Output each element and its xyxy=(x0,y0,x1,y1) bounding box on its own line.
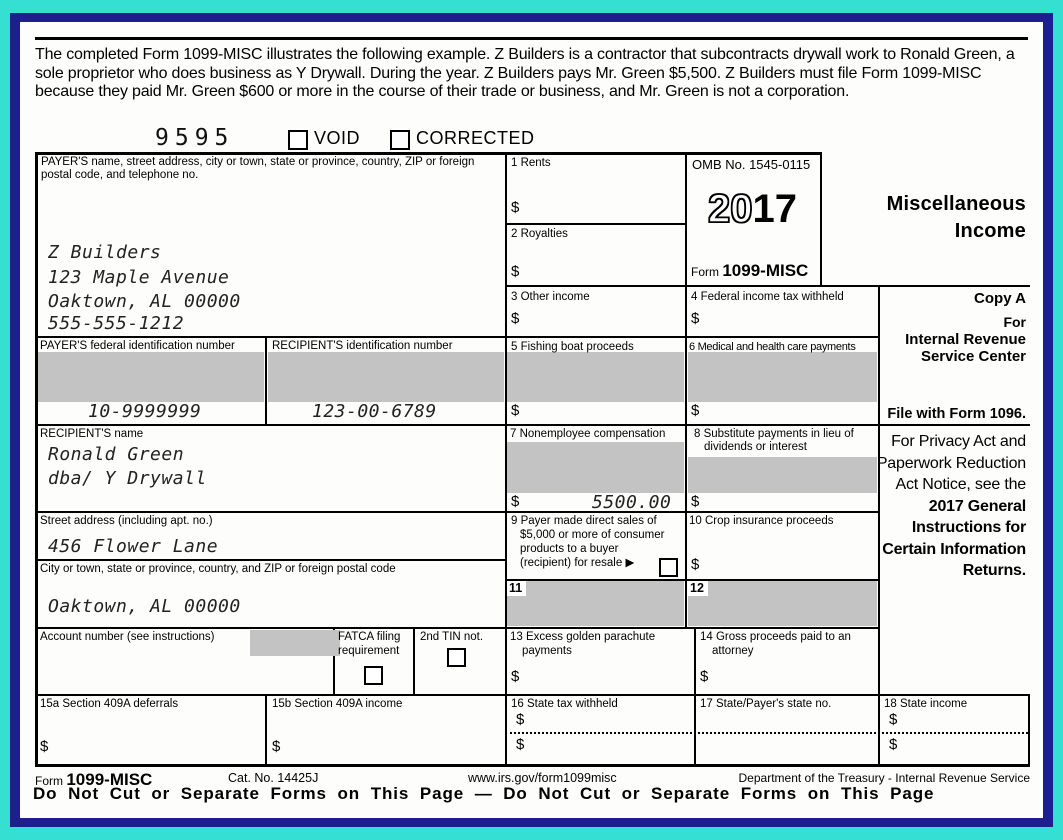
grid-line xyxy=(35,424,1030,426)
box8-label-line1: 8 Substitute payments in lieu of xyxy=(694,428,854,440)
box6-label: 6 Medical and health care payments xyxy=(689,341,856,353)
payer-street-value[interactable]: 123 Maple Avenue xyxy=(48,267,230,288)
state-row-dotted-line xyxy=(505,732,1028,734)
recipient-tin-label: RECIPIENT'S identification number xyxy=(272,340,453,352)
box5-dollar[interactable]: $ xyxy=(511,402,520,419)
grid-line xyxy=(35,559,507,561)
void-label: VOID xyxy=(314,128,361,148)
recipient-dba-value[interactable]: dba/ Y Drywall xyxy=(48,468,207,489)
box16-dollar-2[interactable]: $ xyxy=(516,736,525,753)
box7-label: 7 Nonemployee compensation xyxy=(510,428,666,440)
box13-label-line1: 13 Excess golden parachute xyxy=(510,631,656,643)
box8-label-line2: dividends or interest xyxy=(704,441,807,453)
payer-phone-value[interactable]: 555-555-1212 xyxy=(48,313,185,334)
print-code: 9595 xyxy=(155,125,235,151)
box6-dollar[interactable]: $ xyxy=(691,402,700,419)
copy-irs-line1: Internal Revenue xyxy=(905,331,1026,348)
box18-label: 18 State income xyxy=(884,698,968,710)
box1-label: 1 Rents xyxy=(511,157,551,169)
box15a-label: 15a Section 409A deferrals xyxy=(40,698,179,710)
grid-line xyxy=(35,336,880,338)
form-title xyxy=(820,191,1026,245)
treasury-label: Department of the Treasury - Internal Revenue Service xyxy=(738,771,1030,785)
box4-label: 4 Federal income tax withheld xyxy=(691,291,844,303)
payer-tin-shade xyxy=(38,352,264,402)
grid-line xyxy=(35,764,1030,767)
footer-form-number: 1099-MISC xyxy=(66,770,153,789)
box9-checkbox[interactable] xyxy=(659,558,678,577)
box12-shade xyxy=(688,581,877,626)
privacy-notice xyxy=(874,431,1026,582)
grid-line xyxy=(265,694,267,766)
recipient-name-label: RECIPIENT'S name xyxy=(40,428,144,440)
grid-line xyxy=(505,285,1030,287)
box10-dollar[interactable]: $ xyxy=(691,556,700,573)
account-number-label: Account number (see instructions) xyxy=(40,631,215,643)
box10-label: 10 Crop insurance proceeds xyxy=(689,515,834,527)
recipient-tin-value[interactable]: 123-00-6789 xyxy=(312,401,437,422)
city-label: City or town, state or province, country, and ZIP or foreign postal code xyxy=(40,563,396,575)
box14-dollar[interactable]: $ xyxy=(700,668,709,685)
box5-label: 5 Fishing boat proceeds xyxy=(511,341,634,353)
fatca-label-line2: requirement xyxy=(338,645,400,657)
second-tin-checkbox[interactable] xyxy=(447,648,466,667)
box15a-dollar[interactable]: $ xyxy=(40,738,49,755)
box5-shade xyxy=(507,352,684,402)
payer-tin-label: PAYER'S federal identification number xyxy=(40,340,235,352)
form-title-line2: Income xyxy=(954,220,1026,242)
tax-year-outline: 20 xyxy=(708,187,753,231)
form-word: Form xyxy=(691,265,719,279)
box7-shade xyxy=(507,442,684,493)
box17-label: 17 State/Payer's state no. xyxy=(700,698,832,710)
box12-label: 12 xyxy=(688,581,708,596)
grid-line xyxy=(265,336,267,426)
payer-tin-value[interactable]: 10-9999999 xyxy=(88,401,202,422)
omb-number: OMB No. 1545-0115 xyxy=(692,157,811,172)
grid-line xyxy=(35,694,1030,696)
box15b-dollar[interactable]: $ xyxy=(272,738,281,755)
box8-shade xyxy=(688,457,877,493)
grid-line xyxy=(505,223,687,225)
top-rule xyxy=(35,37,1028,40)
box13-label-line2: payments xyxy=(522,645,572,657)
box2-label: 2 Royalties xyxy=(511,228,568,240)
fatca-checkbox[interactable] xyxy=(364,666,383,685)
privacy-notice-bold: 2017 General Instructions for Certain Information Returns. xyxy=(882,497,1026,579)
grid-line xyxy=(35,511,880,513)
box9-label-line4: (recipient) for resale ▶ xyxy=(520,557,635,569)
box16-dollar-1[interactable]: $ xyxy=(516,711,525,728)
grid-line xyxy=(1028,694,1030,766)
irs-url[interactable]: www.irs.gov/form1099misc xyxy=(468,771,617,785)
street-address-value[interactable]: 456 Flower Lane xyxy=(48,536,219,557)
box14-label-line2: attorney xyxy=(712,645,754,657)
box7-dollar[interactable]: $ xyxy=(511,493,520,510)
box18-dollar-1[interactable]: $ xyxy=(889,711,898,728)
tax-year xyxy=(687,185,818,233)
box15b-label: 15b Section 409A income xyxy=(272,698,403,710)
corrected-checkbox[interactable] xyxy=(390,130,410,150)
copy-a-label: Copy A xyxy=(974,290,1026,307)
recipient-tin-shade xyxy=(268,352,504,402)
grid-line xyxy=(35,152,38,767)
grid-line xyxy=(35,152,822,155)
fatca-label-line1: FATCA filing xyxy=(338,631,401,643)
second-tin-label: 2nd TIN not. xyxy=(420,631,484,643)
box9-label-line1: 9 Payer made direct sales of xyxy=(511,515,657,527)
recipient-name-value[interactable]: Ronald Green xyxy=(48,444,185,465)
intro-paragraph: The completed Form 1099-MISC illustrates the following example. Z Builders is a contractor that subcontracts drywall work to Ronald Green, a sole proprietor who does business as Y Drywall. During the year. Z Builders pays Mr. Green $5,500. Z Builders must file Form 1099-MISC because they paid Mr. Green $600 or more in the course of their trade or business, and Mr. Green is not a corporation. xyxy=(35,46,1015,100)
box11-label: 11 xyxy=(507,581,526,596)
payer-name-value[interactable]: Z Builders xyxy=(48,242,162,263)
do-not-cut-notice: Do Not Cut or Separate Forms on This Page — Do Not Cut or Separate Forms on This Page xyxy=(33,784,935,803)
box1-dollar[interactable]: $ xyxy=(511,199,520,216)
copy-irs-line2: Service Center xyxy=(920,348,1026,365)
form-title-line1: Miscellaneous xyxy=(886,193,1026,215)
privacy-notice-plain: For Privacy Act and Paperwork Reduction Act Notice, see the xyxy=(876,433,1026,493)
box9-label-line2: $5,000 or more of consumer xyxy=(520,529,665,541)
box3-dollar[interactable]: $ xyxy=(511,310,520,327)
box16-label: 16 State tax withheld xyxy=(511,698,618,710)
footer-form-word: Form xyxy=(35,774,63,788)
form-number: 1099-MISC xyxy=(722,261,809,280)
copy-for-label: For xyxy=(1003,314,1026,330)
file-with-label: File with Form 1096. xyxy=(887,406,1026,422)
corrected-label: CORRECTED xyxy=(416,128,535,148)
grid-line xyxy=(694,627,696,766)
catalog-number: Cat. No. 14425J xyxy=(228,771,319,785)
box18-dollar-2[interactable]: $ xyxy=(889,736,898,753)
city-value[interactable]: Oaktown, AL 00000 xyxy=(48,596,241,617)
box14-label-line1: 14 Gross proceeds paid to an xyxy=(700,631,851,643)
box8-dollar[interactable]: $ xyxy=(691,493,700,510)
account-number-shade xyxy=(250,630,340,656)
tax-year-bold: 17 xyxy=(752,187,797,231)
box4-dollar[interactable]: $ xyxy=(691,310,700,327)
box11-shade xyxy=(507,581,684,626)
box2-dollar[interactable]: $ xyxy=(511,263,520,280)
grid-line xyxy=(35,627,880,629)
grid-line xyxy=(413,627,415,696)
box7-value[interactable]: 5500.00 xyxy=(592,492,672,513)
void-checkbox[interactable] xyxy=(288,130,308,150)
payer-city-value[interactable]: Oaktown, AL 00000 xyxy=(48,291,241,312)
street-address-label: Street address (including apt. no.) xyxy=(40,515,213,527)
box9-label-line3: products to a buyer xyxy=(520,543,619,555)
payer-label: PAYER'S name, street address, city or town, state or province, country, ZIP or foreign postal code, and telephone no. xyxy=(41,156,475,181)
box3-label: 3 Other income xyxy=(511,291,590,303)
omb-form-line xyxy=(691,261,808,281)
box13-dollar[interactable]: $ xyxy=(511,668,520,685)
box6-shade xyxy=(688,352,877,402)
